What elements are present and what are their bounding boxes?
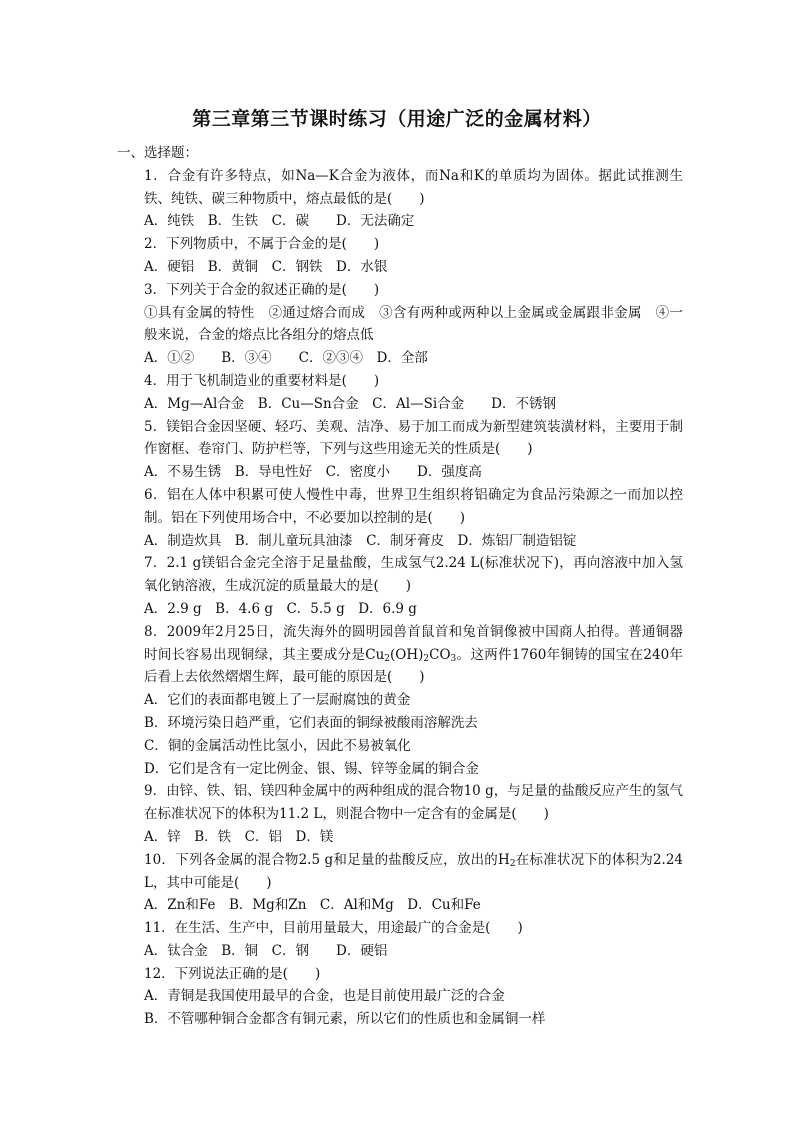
question-8-stem — [117, 621, 683, 689]
question-3-options: A．①② B．③④ C．②③④ D．全部 — [144, 350, 428, 367]
question-9-options: A．锌 B．铁 C．铝 D．镁 — [144, 828, 334, 845]
question-8-stem-part1: 8．2009年2月25日，流失海外的圆明园兽首鼠首和兔首铜像被中国商人拍得。普通铜器时间长容易出现铜绿，其主要成分是Cu — [144, 623, 683, 663]
question-5-options: A．不易生锈 B．导电性好 C．密度小 D．强度高 — [144, 464, 482, 481]
question-8-stem-part3: CO — [429, 646, 451, 663]
section-heading: 一、选择题： — [117, 145, 198, 161]
question-8-option-a: A．它们的表面都电镀上了一层耐腐蚀的黄金 — [144, 692, 411, 709]
question-8-stem-part2: (OH) — [390, 646, 424, 663]
question-6-stem: 6．铝在人体中积累可使人慢性中毒，世界卫生组织将铝确定为食品污染源之一而加以控制。铝在下列使用场合中，不必要加以控制的是( ) — [144, 486, 683, 526]
question-12-stem: 12．下列说法正确的是( ) — [144, 965, 321, 982]
question-1-options: A．纯铁 B．生铁 C．碳 D．无法确定 — [144, 213, 415, 230]
question-8-option-d: D．它们是含有一定比例金、银、锡、锌等金属的铜合金 — [144, 760, 479, 777]
question-12-option-a: A．青铜是我国使用最早的合金，也是目前使用最广泛的合金 — [144, 988, 505, 1005]
question-8-option-c: C．铜的金属活动性比氢小，因此不易被氧化 — [144, 737, 411, 754]
question-10-options: A．Zn和Fe B．Mg和Zn C．Al和Mg D．Cu和Fe — [144, 897, 481, 914]
question-10-sub: 2 — [509, 858, 516, 869]
question-8-option-b: B．环境污染日趋严重，它们表面的铜绿被酸雨溶解洗去 — [144, 714, 478, 731]
question-12-option-b: B．不管哪种铜合金都含有铜元素，所以它们的性质也和金属铜一样 — [144, 1011, 546, 1028]
question-10-stem — [117, 849, 683, 895]
question-4-stem: 4．用于飞机制造业的重要材料是( ) — [144, 372, 380, 389]
question-8-sub-2: 2 — [423, 653, 430, 664]
question-10-stem-part2: 在标准状况下的体积为2.24 L，其中可能是( ) — [144, 851, 684, 891]
question-11-stem: 11．在生活、生产中，目前用量最大，用途最广的合金是( ) — [144, 920, 523, 937]
question-7-options: A．2.9 g B．4.6 g C．5.5 g D．6.9 g — [144, 600, 417, 617]
question-9-stem: 9．由锌、铁、铝、镁四种金属中的两种组成的混合物10 g，与足量的盐酸反应产生的氢气在标准状况下的体积为11.2 L，则混合物中一定含有的金属是( ) — [144, 783, 683, 823]
question-3-stem: 3．下列关于合金的叙述正确的是( ) — [144, 281, 380, 298]
page-title: 第三章第三节课时练习（用途广泛的金属材料） — [192, 108, 602, 130]
question-1-stem: 1．合金有许多特点，如Na—K合金为液体，而Na和K的单质均为固体。据此试推测生铁、纯铁、碳三种物质中，熔点最低的是( ) — [144, 167, 683, 207]
question-8-stem-part4: 。这两件1760年铜铸的国宝在240年后看上去依然熠熠生辉，最可能的原因是( ) — [144, 646, 684, 686]
question-8-sub-1: 2 — [384, 653, 391, 664]
question-5-stem: 5．镁铝合金因坚硬、轻巧、美观、洁净、易于加工而成为新型建筑装潢材料，主要用于制作窗框、卷帘门、防护栏等，下列与这些用途无关的性质是( ) — [144, 418, 683, 458]
question-6-options: A．制造炊具 B．制儿童玩具油漆 C．制牙膏皮 D．炼铝厂制造铝锭 — [144, 532, 577, 549]
question-4-options: A．Mg—Al合金 B．Cu—Sn合金 C．Al—Si合金 D．不锈钢 — [144, 395, 556, 412]
question-8-sub-3: 3 — [450, 653, 457, 664]
question-2-options: A．硬铝 B．黄铜 C．钢铁 D．水银 — [144, 258, 388, 275]
question-10-stem-part1: 10．下列各金属的混合物2.5 g和足量的盐酸反应，放出的H — [144, 851, 510, 868]
question-7-stem: 7．2.1 g镁铝合金完全溶于足量盐酸，生成氢气2.24 L(标准状况下)，再向溶液中加入氢氧化钠溶液，生成沉淀的质量最大的是( ) — [144, 555, 683, 595]
question-list — [117, 142, 683, 1031]
question-2-stem: 2．下列物质中，不属于合金的是( ) — [144, 236, 380, 253]
question-11-options: A．钛合金 B．铜 C．钢 D．硬铝 — [144, 942, 388, 959]
question-3-items: ①具有金属的特性 ②通过熔合而成 ③含有两种或两种以上金属或金属跟非金属 ④一般来说，合金的熔点比各组分的熔点低 — [144, 304, 683, 344]
